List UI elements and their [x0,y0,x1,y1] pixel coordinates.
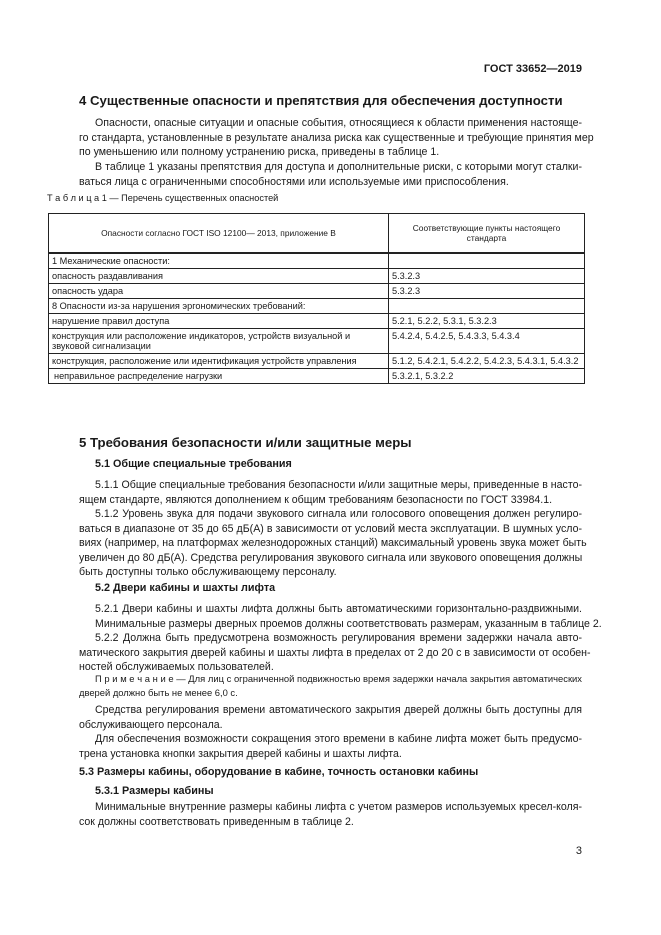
hazard-cell: неправильное распределение нагрузки [49,369,389,384]
text-line: виях (например, на платформах железнодорожных станций) максимальный уровень звука может быть [79,537,587,550]
clause-5-2-1 [79,602,602,631]
subsection-5-2-title: 5.2 Двери кабины и шахты лифта [95,582,276,594]
clauses-cell: 5.4.2.4, 5.4.2.5, 5.4.3.3, 5.4.3.4 [389,329,585,354]
clause-5-1-2 [79,507,587,580]
table-1-caption [47,193,278,203]
table-row [49,269,585,284]
text-line: сок должны соответствовать приведенным в таблице 2. [79,815,354,828]
text-line: 5.1.2 Уровень звука для подачи звукового сигнала или голосового оповещения должен регулиро- [95,508,582,520]
table-row [49,329,585,354]
clauses-cell [389,299,585,314]
table-row [49,253,585,269]
text-line: быть доступны только обслуживающему персоналу. [79,566,337,579]
text-line: ваться в диапазоне от 35 до 65 дБ(А) в зависимости от условий места эксплуатации. В шумных усло- [79,522,582,535]
text-line: го стандарта, установленные в результате анализа риска как существенные и требующие принятия мер [79,131,594,144]
column-header-clauses: Соответствующие пункты настоящего стандарта [389,214,585,254]
column-header-hazards: Опасности согласно ГОСТ ISO 12100— 2013, приложение В [49,214,389,254]
note-text: — Для лиц с ограниченной подвижностью время задержки начала закрытия автоматических [173,673,582,684]
table-row [49,354,585,369]
clauses-cell: 5.1.2, 5.4.2.1, 5.4.2.2, 5.4.2.3, 5.4.3.1, 5.4.3.2 [389,354,585,369]
table-1-caption-text: — Перечень существенных опасностей [106,193,279,203]
note-5-2-2 [79,672,582,699]
subsection-5-3-title: 5.3 Размеры кабины, оборудование в кабине, точность остановки кабины [79,766,479,778]
text-line: увеличен до 80 дБ(А). Средства регулирования звукового сигнала или звукового оповещения должны [79,551,583,564]
note-prefix: П р и м е ч а н и е [95,673,174,684]
clause-5-3-1 [79,800,582,829]
text-line: Средства регулирования времени автоматического закрытия дверей должны быть доступны для [95,704,582,716]
subsection-5-1-title: 5.1 Общие специальные требования [95,458,292,470]
hazard-cell: конструкция, расположение или идентификация устройств управления [49,354,389,369]
clause-5-2-2-button [79,732,582,761]
doc-code-header: ГОСТ 33652—2019 [483,63,582,75]
text-line: ностей обслуживаемых пользователей. [79,661,274,674]
text-line: 5.2.2 Должна быть предусмотрена возможность регулирования времени задержки начала авто- [95,632,582,644]
clauses-cell [389,253,585,269]
text-line: Для обеспечения возможности сокращения этого времени в кабине лифта может быть предусмо- [95,733,582,745]
hazard-cell: 1 Механические опасности: [49,253,389,269]
hazards-table [48,213,585,384]
text-line: по уменьшению или полному устранению риска, приведены в таблице 1. [79,146,440,159]
text-line: обслуживающего персонала. [79,718,223,731]
section-4-paragraph-2 [79,160,582,189]
clauses-cell: 5.2.1, 5.2.2, 5.3.1, 5.3.2.3 [389,314,585,329]
table-row [49,284,585,299]
text-line: ваться лица с ограниченными способностями или используемые ими приспособления. [79,175,509,188]
clauses-cell: 5.3.2.3 [389,284,585,299]
hazard-cell: нарушение правил доступа [49,314,389,329]
clause-5-2-2-controls [79,703,582,732]
note-line: дверей должно быть не менее 6,0 с. [79,686,238,698]
subsection-5-3-1-title: 5.3.1 Размеры кабины [95,785,214,797]
text-line: Минимальные размеры дверных проемов должны соответствовать размерам, указанным в таблице 2. [95,617,602,630]
text-line: 5.2.1 Двери кабины и шахты лифта должны быть автоматическими горизонтально-раздвижными. [95,603,582,615]
hazard-cell: 8 Опасности из-за нарушения эргономических требований: [49,299,389,314]
table-1-caption-prefix: Т а б л и ц а 1 [47,193,107,203]
clauses-cell: 5.3.2.3 [389,269,585,284]
section-4-title: 4 Существенные опасности и препятствия для обеспечения доступности [79,93,563,108]
table-header-row [49,214,585,254]
clause-5-2-2 [79,631,591,675]
section-4-paragraph-1 [79,116,594,160]
text-line: ящем стандарте, являются дополнением к общим требованиям безопасности по ГОСТ 33984.1. [79,493,553,506]
clause-5-1-1 [79,478,582,507]
hazard-cell: опасность раздавливания [49,269,389,284]
table-row [49,299,585,314]
section-5-title: 5 Требования безопасности и/или защитные меры [79,435,412,450]
text-line: Минимальные внутренние размеры кабины лифта с учетом размеров используемых кресел-коля- [95,801,582,813]
page-number: 3 [575,845,582,857]
text-line: матического закрытия дверей кабины и шахты лифта в пределах от 2 до 20 с в зависимости от особен- [79,646,591,659]
text-line: трена установка кнопки закрытия дверей кабины и шахты лифта. [79,747,402,760]
hazard-cell: конструкция или расположение индикаторов, устройств визуальной и звуковой сигнализации [49,329,389,354]
note-line [79,672,582,686]
table-row [49,314,585,329]
clauses-cell: 5.3.2.1, 5.3.2.2 [389,369,585,384]
text-line: Опасности, опасные ситуации и опасные события, относящиеся к области применения настояще- [95,117,582,129]
table-row [49,369,585,384]
text-line: 5.1.1 Общие специальные требования безопасности и/или защитные меры, приведенные в насто- [95,479,582,491]
hazard-cell: опасность удара [49,284,389,299]
text-line: В таблице 1 указаны препятствия для доступа и дополнительные риски, с которыми могут сталки- [95,161,582,173]
